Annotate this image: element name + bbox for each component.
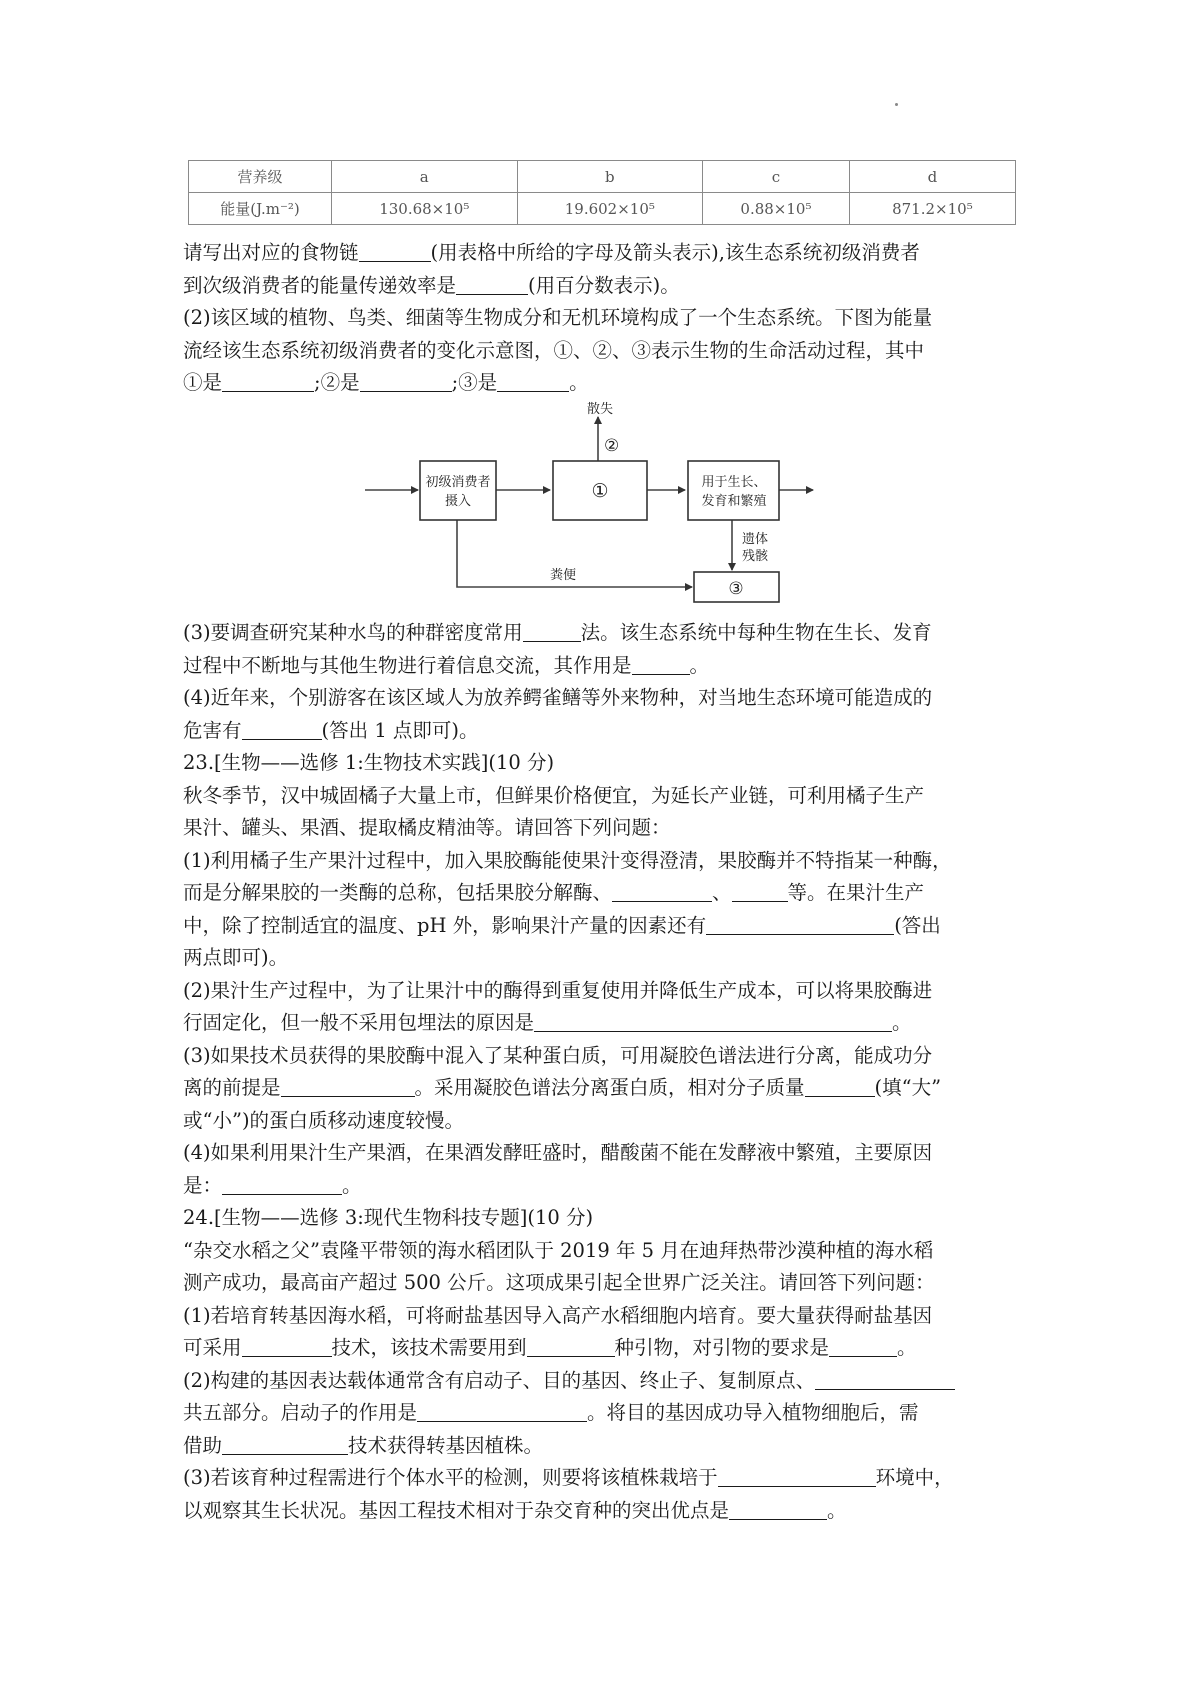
box-intake bbox=[420, 461, 496, 520]
section-title-24: 24.[生物——选修 3:现代生物科技专题](10 分) bbox=[183, 1206, 594, 1229]
text: ;②是 bbox=[314, 371, 360, 394]
text: 离的前提是 bbox=[183, 1076, 281, 1099]
table-header-label: 营养级 bbox=[189, 161, 332, 193]
label-feces: 粪便 bbox=[550, 568, 577, 583]
text: (答出 1 点即可)。 bbox=[321, 718, 479, 742]
box-1-label: ① bbox=[591, 480, 609, 502]
answer-blank[interactable] bbox=[718, 1466, 876, 1487]
table-cell-energy-d: 871.2×10⁵ bbox=[849, 193, 1015, 225]
text-line bbox=[183, 1365, 1028, 1398]
text: 。 bbox=[827, 1498, 847, 1522]
text-line: 流经该生态系统初级消费者的变化示意图，①、②、③表示生物的生命活动过程，其中 bbox=[183, 338, 925, 362]
table-cell-energy-c: 0.88×10⁵ bbox=[703, 193, 850, 225]
text: 。 bbox=[569, 371, 589, 394]
text-line: 两点即可)。 bbox=[183, 946, 289, 969]
text: 是： bbox=[183, 1173, 223, 1197]
table-cell-level-c: c bbox=[703, 161, 850, 193]
text: 。 bbox=[689, 653, 710, 677]
text-line: (2)果汁生产过程中，为了让果汁中的酶得到重复使用并降低生产成本，可以将果胶酶进 bbox=[183, 978, 933, 1002]
text: ;③是 bbox=[451, 371, 498, 394]
section-title-23: 23.[生物——选修 1:生物技术实践](10 分) bbox=[183, 751, 555, 774]
question-22-top bbox=[183, 237, 1028, 400]
label-remains-line1: 遗体 bbox=[742, 532, 769, 547]
text: 。 bbox=[897, 1336, 917, 1359]
answer-blank[interactable] bbox=[497, 371, 569, 392]
text-line: (1)利用橘子生产果汁过程中，加入果胶酶能使果汁变得澄清，果胶酶并不特指某一种酶， bbox=[183, 848, 952, 872]
answer-blank[interactable] bbox=[222, 371, 314, 392]
text-line bbox=[183, 1170, 1028, 1203]
text-line: 测产成功，最高亩产超过 500 公斤。这项成果引起全世界广泛关注。请回答下列问题： bbox=[183, 1271, 935, 1294]
label-remains-line2: 残骸 bbox=[742, 549, 769, 564]
text: 技术获得转基因植株。 bbox=[348, 1433, 544, 1457]
text: 技术，该技术需要用到 bbox=[331, 1336, 527, 1359]
text: ①是 bbox=[183, 371, 223, 394]
box-growth-line1: 用于生长、 bbox=[701, 475, 767, 490]
text-line bbox=[183, 270, 1028, 303]
text: (答出 bbox=[894, 913, 941, 937]
text: 请写出对应的食物链 bbox=[183, 241, 359, 264]
text: 等。在果汁生产 bbox=[787, 881, 925, 904]
table-row bbox=[189, 161, 1016, 193]
box-3-label: ③ bbox=[728, 579, 744, 599]
text: 。 bbox=[892, 1011, 912, 1034]
text: 可采用 bbox=[183, 1336, 242, 1359]
answer-blank[interactable] bbox=[729, 1499, 827, 1520]
box-growth bbox=[688, 461, 779, 520]
text-line bbox=[183, 1397, 1028, 1430]
text: (3)若该育种过程需进行个体水平的检测，则要将该植株栽培于 bbox=[183, 1466, 718, 1489]
text-line: 秋冬季节，汉中城固橘子大量上市，但鲜果价格便宜，为延长产业链，可利用橘子生产 bbox=[183, 783, 925, 807]
text: 。采用凝胶色谱法分离蛋白质，相对分子质量 bbox=[414, 1076, 805, 1099]
text-line: (4)如果利用果汁生产果酒，在果酒发酵旺盛时，醋酸菌不能在发酵液中繁殖，主要原因 bbox=[183, 1141, 933, 1164]
table-row-label: 能量(J.m⁻²) bbox=[189, 193, 332, 225]
text: 种引物，对引物的要求是 bbox=[614, 1336, 830, 1359]
answer-blank[interactable] bbox=[527, 1336, 615, 1357]
answer-blank[interactable] bbox=[281, 1076, 415, 1097]
table-cell-energy-b: 19.602×10⁵ bbox=[517, 193, 703, 225]
answer-blank[interactable] bbox=[242, 719, 322, 740]
text: (填“大” bbox=[874, 1076, 942, 1099]
answer-blank[interactable] bbox=[523, 621, 581, 642]
answer-blank[interactable] bbox=[612, 881, 712, 902]
text: (2)构建的基因表达载体通常含有启动子、目的基因、终止子、复制原点、 bbox=[183, 1368, 816, 1392]
answer-blank[interactable] bbox=[359, 241, 431, 262]
text-line bbox=[183, 877, 1028, 910]
text-line: 或“小”)的蛋白质移动速度较慢。 bbox=[183, 1108, 465, 1132]
table-cell-energy-a: 130.68×10⁵ bbox=[332, 193, 518, 225]
table-row bbox=[189, 193, 1016, 225]
text: 借助 bbox=[183, 1433, 223, 1457]
text: 环境中， bbox=[875, 1466, 954, 1489]
text-line bbox=[183, 1332, 1028, 1365]
answer-blank[interactable] bbox=[632, 654, 690, 675]
table-cell-level-a: a bbox=[332, 161, 518, 193]
label-loss: 散失 bbox=[587, 402, 614, 417]
text: 以观察其生长状况。基因工程技术相对于杂交育种的突出优点是 bbox=[183, 1498, 730, 1522]
label-2: ② bbox=[604, 436, 620, 456]
text: 而是分解果胶的一类酶的总称，包括果胶分解酶、 bbox=[183, 881, 613, 904]
energy-table bbox=[188, 160, 1016, 225]
text: (用表格中所给的字母及箭头表示),该生态系统初级消费者 bbox=[430, 241, 920, 264]
answer-blank[interactable] bbox=[534, 1011, 892, 1032]
answer-blank[interactable] bbox=[706, 914, 894, 935]
text-line: (2)该区域的植物、鸟类、细菌等生物成分和无机环境构成了一个生态系统。下图为能量 bbox=[183, 306, 933, 329]
text-line bbox=[183, 910, 1028, 943]
scan-speck bbox=[895, 103, 898, 106]
text-line bbox=[183, 237, 1028, 270]
text: 。 bbox=[342, 1173, 362, 1197]
text-line bbox=[183, 1495, 1028, 1528]
answer-blank[interactable] bbox=[829, 1336, 897, 1357]
answer-blank[interactable] bbox=[222, 1174, 342, 1195]
text-line: (1)若培育转基因海水稻，可将耐盐基因导入高产水稻细胞内培育。要大量获得耐盐基因 bbox=[183, 1303, 933, 1327]
answer-blank[interactable] bbox=[417, 1401, 587, 1422]
text-line bbox=[183, 650, 1028, 683]
text-line bbox=[183, 367, 1028, 400]
text-line: 果汁、罐头、果酒、提取橘皮精油等。请回答下列问题： bbox=[183, 816, 671, 839]
text: 、 bbox=[712, 881, 732, 904]
table-cell-level-d: d bbox=[849, 161, 1015, 193]
box-intake-line1: 初级消费者 bbox=[425, 475, 491, 490]
text-line bbox=[183, 1430, 1028, 1463]
answer-blank[interactable] bbox=[456, 274, 528, 295]
answer-blank[interactable] bbox=[805, 1076, 875, 1097]
answer-blank[interactable] bbox=[732, 881, 788, 902]
text: 过程中不断地与其他生物进行着信息交流，其作用是 bbox=[183, 653, 632, 677]
question-22-bottom-and-23-24 bbox=[183, 617, 1028, 1527]
text-line bbox=[183, 617, 1028, 650]
text: (3)要调查研究某种水鸟的种群密度常用 bbox=[183, 621, 523, 644]
text: 法。该生态系统中每种生物在生长、发育 bbox=[580, 621, 932, 644]
text-line: “杂交水稻之父”袁隆平带领的海水稻团队于 2019 年 5 月在迪拜热带沙漠种植的海水稻 bbox=[183, 1238, 934, 1262]
box-intake-line2: 摄入 bbox=[444, 494, 472, 509]
text: 。将目的基因成功导入植物细胞后，需 bbox=[587, 1401, 919, 1424]
text: 共五部分。启动子的作用是 bbox=[183, 1401, 418, 1424]
text: 危害有 bbox=[183, 718, 242, 742]
text: (用百分数表示)。 bbox=[528, 273, 680, 297]
text: 中，除了控制适宜的温度、pH 外，影响果汁产量的因素还有 bbox=[183, 913, 707, 937]
text: 行固定化，但一般不采用包埋法的原因是 bbox=[183, 1011, 535, 1034]
box-growth-line2: 发育和繁殖 bbox=[701, 494, 767, 509]
text-line bbox=[183, 1007, 1028, 1040]
text-line: (3)如果技术员获得的果胶酶中混入了某种蛋白质，可用凝胶色谱法进行分离，能成功分 bbox=[183, 1043, 933, 1067]
answer-blank[interactable] bbox=[222, 1434, 348, 1455]
answer-blank[interactable] bbox=[815, 1369, 955, 1390]
text: 到次级消费者的能量传递效率是 bbox=[183, 273, 457, 297]
text-line bbox=[183, 1462, 1028, 1495]
answer-blank[interactable] bbox=[360, 371, 452, 392]
text-line bbox=[183, 1072, 1028, 1105]
answer-blank[interactable] bbox=[242, 1336, 332, 1357]
energy-flow-diagram bbox=[380, 400, 820, 605]
text-line: (4)近年来，个别游客在该区域人为放养鳄雀鳝等外来物种，对当地生态环境可能造成的 bbox=[183, 686, 933, 709]
text-line bbox=[183, 715, 1028, 748]
table-cell-level-b: b bbox=[517, 161, 703, 193]
